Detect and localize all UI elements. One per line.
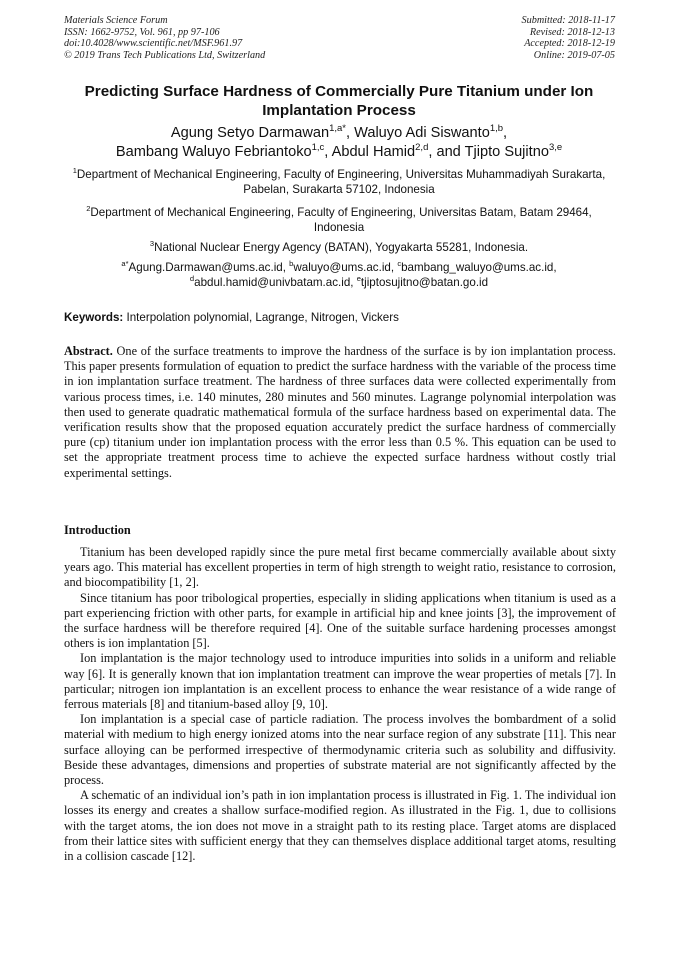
paragraph: A schematic of an individual ion’s path in ion implantation process is illustrated in Fig. 1. The individual ion losses its energy and creates a shallow surface-modified region. As illustrated in the Fig. 1, due to collisions with the target atoms, the ion does not move in a straight path to its resting place. Target atoms are displaced from their lattice sites with sufficient energy that they can themselves displace additional target atoms, resulting in a collision cascade [12].	[64, 788, 616, 864]
email-separator: ,	[282, 261, 290, 274]
author-affiliation-mark: 2,d	[415, 142, 429, 154]
journal-info	[64, 15, 265, 61]
affiliation-number: 3	[149, 239, 155, 249]
affiliation-text: National Nuclear Energy Agency (BATAN), Yogyakarta 55281, Indonesia.	[154, 241, 529, 254]
affiliation-text: Department of Mechanical Engineering, Faculty of Engineering, Universitas Batam, Batam 29464, Indonesia	[90, 206, 592, 234]
author-emails	[64, 260, 614, 290]
author-name: Bambang Waluyo Febriantoko	[115, 144, 312, 160]
affiliation	[64, 167, 614, 197]
journal-copyright: © 2019 Trans Tech Publications Ltd, Switzerland	[64, 49, 266, 61]
affiliation-number: 2	[86, 204, 91, 214]
introduction-body	[64, 545, 616, 864]
keywords	[64, 310, 616, 325]
email-mark: b	[289, 259, 294, 269]
author-separator: ,	[503, 125, 508, 141]
affiliation-number: 1	[72, 166, 77, 176]
paragraph: Ion implantation is the major technology used to introduce impurities into solids in a uniform and reliable way [6]. It is generally known that ion implantation treatment can improve the wear properties of metals [7]. In particular; nitrogen ion implantation is an excellent process to enhance the wear resistance of a wide range of ferrous materials [8] and titanium-based alloy [9, 10].	[64, 651, 616, 712]
email-separator: ,	[390, 261, 398, 274]
author-affiliation-mark: 1,b	[489, 123, 504, 135]
author-name: Abdul Hamid	[331, 144, 416, 160]
affiliation	[64, 240, 614, 255]
author-name: Waluyo Adi Siswanto	[354, 125, 490, 141]
date-online: Online: 2019-07-05	[533, 49, 615, 61]
author-separator: ,	[324, 144, 332, 160]
section-heading-introduction: Introduction	[64, 523, 131, 537]
date-accepted: Accepted: 2018-12-19	[524, 38, 615, 49]
email-address[interactable]: waluyo@ums.ac.id	[293, 261, 391, 274]
date-submitted: Submitted: 2018-11-17	[521, 15, 615, 26]
abstract-text: One of the surface treatments to improve the hardness of the surface is by ion implantation process. This paper presents formulation of equation to predict the surface hardness with the variable of the process time in ion implantation surface treatment. The hardness of three surfaces data were collected experimentally from various process times, i.e. 140 minutes, 280 minutes and 560 minutes. Lagrange polynomial interpolation was then used to generate quadratic mathematical formula of the surface hardness based on experimental data. The verification results show that the proposed equation accurately predict the surface hardness of commercially pure (cp) titanium under ion implantation process with the error less than 0.5 %. This equation can be used to set the appropriate treatment process time to achieve the expected surface hardness without costly trial experimental settings.	[64, 344, 616, 480]
author-separator: , and	[428, 144, 465, 160]
paragraph: Titanium has been developed rapidly since the pure metal first became commercially available about sixty years ago. This material has excellent properties in term of high strength to weight ratio, resistance to corrosion, and biocompatibility [1, 2].	[64, 545, 616, 590]
journal-doi[interactable]: doi:10.4028/www.scientific.net/MSF.961.97	[64, 38, 243, 49]
author-affiliation-mark: 1,a*	[329, 123, 346, 135]
journal-name: Materials Science Forum	[64, 15, 168, 26]
email-mark: e	[356, 274, 361, 284]
paper-title: Predicting Surface Hardness of Commercially Pure Titanium under Ion Implantation Process	[84, 83, 594, 119]
paragraph: Since titanium has poor tribological properties, especially in sliding applications when titanium is used as a part experiencing friction with other parts, for example in artificial hip and knee joints [3], the improvement of the surface hardness will be therefore required [4]. One of the suitable surface hardening processes amongst others is ion implantation [5].	[64, 590, 616, 651]
email-address[interactable]: abdul.hamid@univbatam.ac.id	[194, 276, 351, 289]
email-address[interactable]: Agung.Darmawan@ums.ac.id	[128, 261, 283, 274]
email-address[interactable]: bambang_waluyo@ums.ac.id	[401, 261, 554, 274]
publication-dates	[522, 15, 615, 61]
email-separator: ,	[350, 276, 357, 289]
email-address[interactable]: tjiptosujitno@batan.go.id	[360, 276, 489, 289]
abstract-label: Abstract.	[64, 344, 113, 358]
author-name: Tjipto Sujitno	[464, 144, 549, 160]
email-mark: d	[189, 274, 195, 284]
journal-issn: ISSN: 1662-9752, Vol. 961, pp 97-106	[64, 26, 220, 38]
paragraph: Ion implantation is a special case of particle radiation. The process involves the bombardment of a solid material with medium to high energy ionized atoms into the near surface region of any substrate [11]. This near surface alloying can be performed irrespective of thermodynamic criteria such as solubility and diffusivity. Beside these advantages, dimensions and properties of substrate material are not significantly affected by the process.	[64, 712, 616, 788]
author-separator: ,	[345, 125, 355, 141]
keywords-text: Interpolation polynomial, Lagrange, Nitrogen, Vickers	[123, 311, 399, 324]
affiliation-text: Department of Mechanical Engineering, Faculty of Engineering, Universitas Muhammadiyah Surakarta, Pabelan, Surakarta 57102, Indonesia	[76, 168, 606, 196]
author-affiliation-mark: 1,c	[311, 142, 325, 154]
date-revised: Revised: 2018-12-13	[529, 26, 615, 38]
author-name: Agung Setyo Darmawan	[170, 125, 330, 141]
keywords-label: Keywords:	[64, 311, 124, 324]
email-mark: c	[397, 259, 402, 269]
email-separator: ,	[553, 261, 557, 274]
author-list	[64, 124, 614, 162]
affiliation	[64, 205, 614, 235]
email-mark: a*	[121, 259, 129, 269]
author-affiliation-mark: 3,e	[548, 142, 563, 154]
abstract	[64, 344, 616, 481]
